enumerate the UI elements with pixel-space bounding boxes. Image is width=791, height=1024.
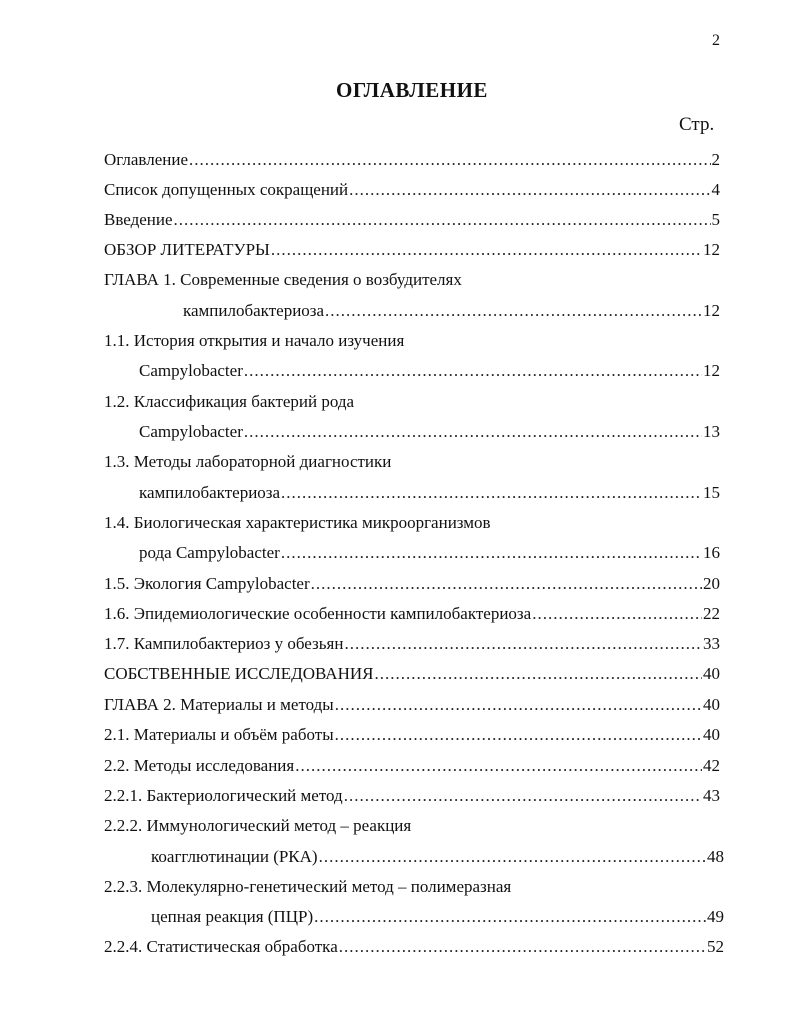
toc-entry-page: 33 — [703, 634, 720, 653]
toc-entry-title: 1.3. Методы лабораторной диагностики — [104, 452, 392, 471]
leader-dots — [314, 905, 706, 929]
leader-dots — [174, 208, 711, 232]
toc-entry — [151, 845, 724, 869]
toc-entry-title: кампилобактериоза — [183, 301, 325, 320]
toc-entry-page: 20 — [703, 574, 720, 593]
page-column-header: Стр. — [679, 114, 715, 135]
toc-entry-page: 52 — [707, 937, 724, 956]
toc-entry — [104, 148, 720, 172]
toc-entry-title: кампилобактериоза — [139, 483, 281, 502]
page-title: ОГЛАВЛЕНИЕ — [336, 78, 488, 102]
toc-entry-page: 5 — [711, 210, 720, 229]
toc-entry-title: 1.4. Биологическая характеристика микроорганизмов — [104, 513, 491, 532]
toc-entry-page: 13 — [703, 422, 720, 441]
toc-entry-title: 2.2. Методы исследования — [104, 756, 295, 775]
toc-entry-title: 2.2.2. Иммунологический метод – реакция — [104, 816, 412, 835]
toc-entry-page: 16 — [703, 543, 720, 562]
leader-dots — [271, 238, 702, 262]
leader-dots — [349, 178, 710, 202]
toc-entry — [104, 754, 720, 778]
leader-dots — [244, 420, 702, 444]
leader-dots — [325, 299, 702, 323]
toc-entry-title: 1.2. Классификация бактерий рода — [104, 392, 355, 411]
toc-entry-title: Оглавление — [104, 150, 188, 169]
toc-entry — [139, 541, 720, 565]
leader-dots — [319, 845, 706, 869]
leader-dots — [532, 602, 702, 626]
toc-entry-page: 40 — [703, 664, 720, 683]
toc-entry-title: коагглютинации (РКА) — [151, 847, 318, 866]
toc-entry — [104, 935, 724, 959]
toc-entry-page: 12 — [703, 301, 720, 320]
toc-entry-page: 49 — [707, 907, 724, 926]
toc-entry — [139, 420, 720, 444]
leader-dots — [339, 935, 706, 959]
toc-entry-title: Campylobacter — [139, 361, 243, 380]
leader-dots — [335, 693, 702, 717]
toc-entry — [104, 178, 720, 202]
leader-dots — [281, 541, 702, 565]
leader-dots — [244, 359, 702, 383]
toc-entry-title: 1.1. История открытия и начало изучения — [104, 331, 405, 350]
leader-dots — [281, 481, 702, 505]
toc-entry — [104, 784, 720, 808]
leader-dots — [295, 754, 702, 778]
toc-entry-title: ГЛАВА 2. Материалы и методы — [104, 695, 334, 714]
toc-entry — [104, 632, 720, 656]
leader-dots — [344, 784, 702, 808]
toc-entry-page: 2 — [711, 150, 720, 169]
toc-entry-title: ОБЗОР ЛИТЕРАТУРЫ — [104, 240, 270, 259]
toc-entry-page: 4 — [711, 180, 720, 199]
toc-entry-title: 2.2.4. Статистическая обработка — [104, 937, 338, 956]
toc-entry — [104, 602, 720, 626]
toc-entry-page: 48 — [707, 847, 724, 866]
leader-dots — [311, 572, 702, 596]
toc-entry — [104, 238, 720, 262]
toc-entry — [139, 359, 720, 383]
toc-entry-page: 15 — [703, 483, 720, 502]
toc-entry-title: 1.5. Экология Campylobacter — [104, 574, 310, 593]
toc-entry-title: рода Campylobacter — [139, 543, 280, 562]
toc-entry-title: 2.2.1. Бактериологический метод — [104, 786, 343, 805]
toc-entry-title: СОБСТВЕННЫЕ ИССЛЕДОВАНИЯ — [104, 664, 374, 683]
toc-entry-page: 40 — [703, 725, 720, 744]
toc-entry — [104, 693, 720, 717]
leader-dots — [344, 632, 702, 656]
toc-entry-title: Список допущенных сокращений — [104, 180, 349, 199]
leader-dots — [189, 148, 711, 172]
toc-entry — [104, 662, 720, 686]
toc-entry-title: 1.6. Эпидемиологические особенности кампилобактериоза — [104, 604, 532, 623]
toc-entry-page: 43 — [703, 786, 720, 805]
toc-entry-title: 2.2.3. Молекулярно-генетический метод – полимеразная — [104, 877, 512, 896]
toc-entry — [183, 299, 720, 323]
leader-dots — [335, 723, 702, 747]
toc-entry-page: 42 — [703, 756, 720, 775]
toc-entry-title: цепная реакция (ПЦР) — [151, 907, 314, 926]
toc-entry — [139, 481, 720, 505]
toc-entry-page: 12 — [703, 361, 720, 380]
toc-entry-page: 12 — [703, 240, 720, 259]
toc-entry-title: ГЛАВА 1. Современные сведения о возбудителях — [104, 270, 462, 289]
toc-entry-page: 22 — [703, 604, 720, 623]
toc-entry-title: 2.1. Материалы и объём работы — [104, 725, 334, 744]
toc-entry-title: 1.7. Кампилобактериоз у обезьян — [104, 634, 344, 653]
leader-dots — [374, 662, 702, 686]
page-number: 2 — [712, 32, 720, 49]
toc-entry — [104, 723, 720, 747]
toc-entry-title: Campylobacter — [139, 422, 243, 441]
toc-entry — [104, 572, 720, 596]
toc-entry — [151, 905, 724, 929]
toc-entry-title: Введение — [104, 210, 173, 229]
toc-entry-page: 40 — [703, 695, 720, 714]
toc-entry — [104, 208, 720, 232]
